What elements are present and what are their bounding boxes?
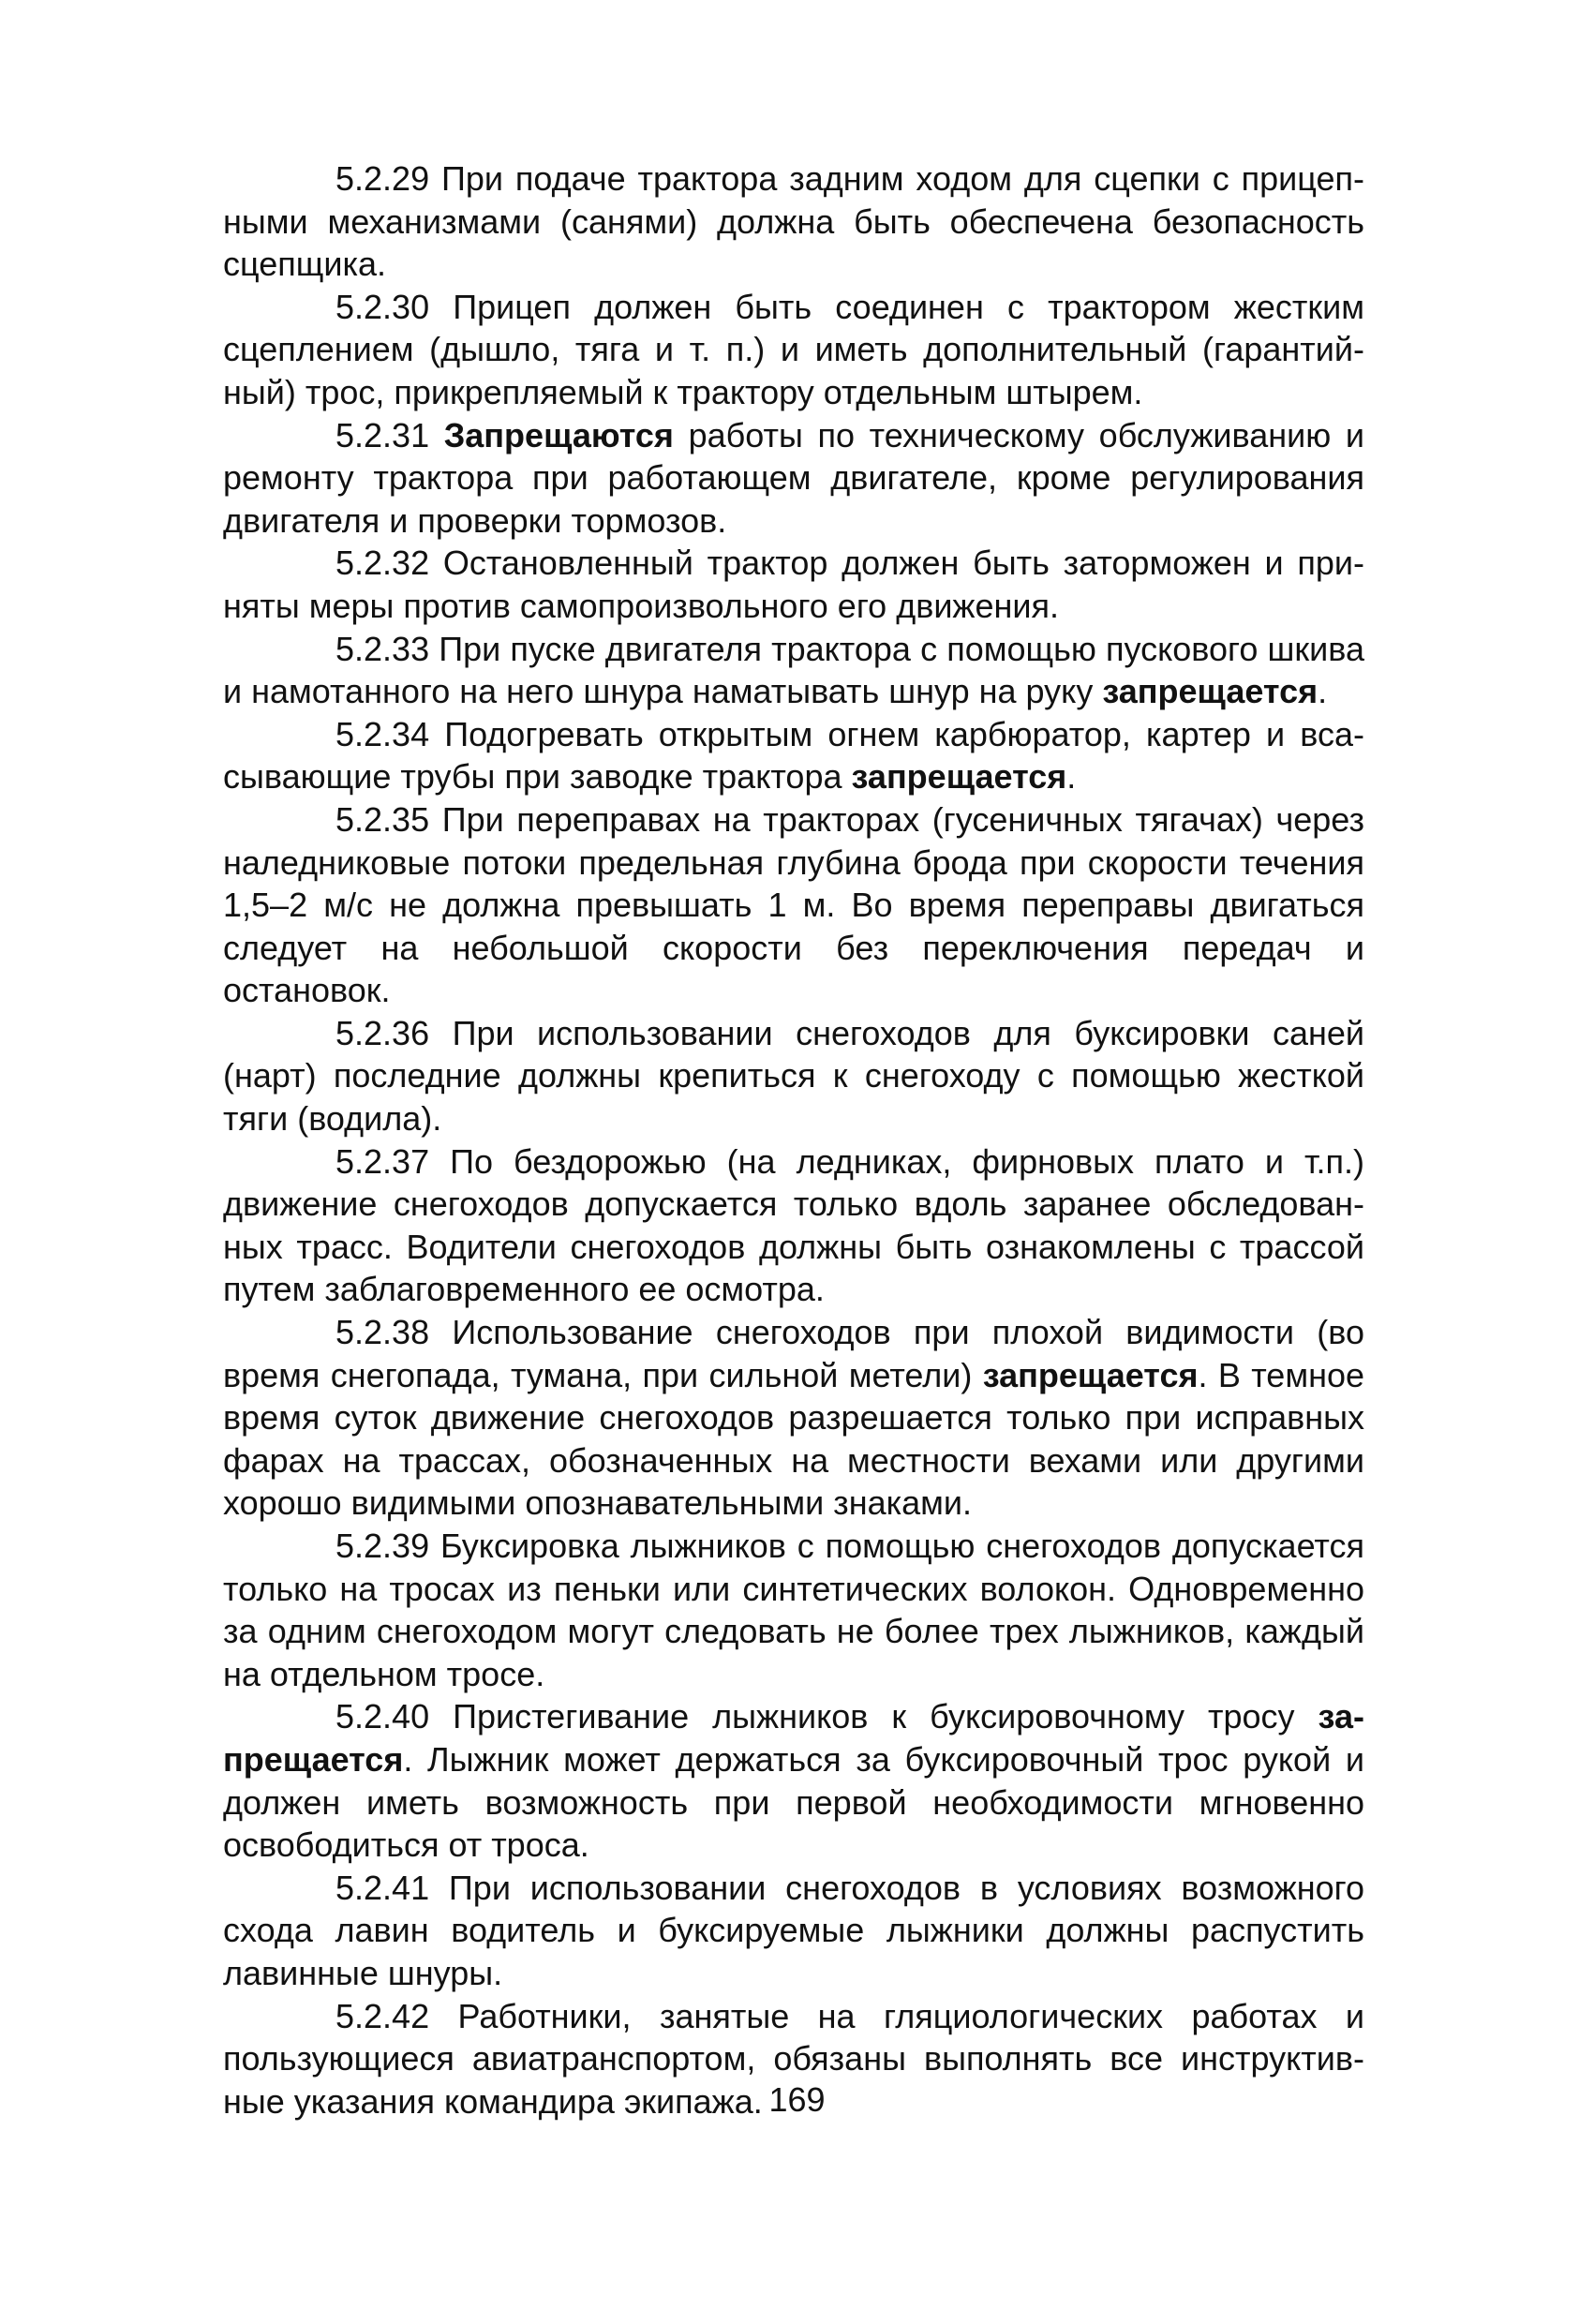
text-run: 5.2.30 Прицеп должен быть соединен с трактором жестким сцеплением (дышло, тяга и т. п.) и иметь дополнительный (гарантийный) трос, прикрепляемый к трактору отдельным штырем. xyxy=(223,287,1364,411)
text-run: 5.2.33 При пуске двигателя трактора с помощью пускового шкива и намотанного на него шнура наматывать шнур на руку xyxy=(223,629,1364,711)
text-run: 5.2.40 Пристегивание лыжников к буксировочному тросу xyxy=(335,1697,1318,1736)
text-run: . xyxy=(1066,757,1077,797)
paragraph-5-2-32 xyxy=(223,542,1364,627)
paragraph-5-2-39 xyxy=(223,1525,1364,1695)
paragraph-5-2-41 xyxy=(223,1867,1364,1995)
text-run: . Лыжник может держаться за буксировочный трос рукой и должен иметь возможность при первой необходимости мгновенно освободиться от троса. xyxy=(223,1739,1364,1865)
text-run: 5.2.36 При использовании снегоходов для буксировки саней (нарт) последние должны крепиться к снегоходу с помощью жесткой тяги (водила). xyxy=(223,1013,1364,1139)
paragraph-5-2-37 xyxy=(223,1140,1364,1311)
emphasis-prohibited: запрещается xyxy=(851,757,1067,797)
text-run: 5.2.41 При использовании снегоходов в условиях возможного схода лавин водитель и буксируемые лыжники должны распустить лавинные шнуры. xyxy=(223,1868,1364,1992)
text-run: 5.2.32 Остановленный трактор должен быть заторможен и приняты меры против самопроизвольного его движения. xyxy=(223,544,1364,625)
emphasis-prohibited: запрещается xyxy=(223,1697,1364,1779)
paragraph-5-2-31 xyxy=(223,414,1364,543)
text-run: 5.2.38 Использование снегоходов при плохой видимости (во время снегопада, тумана, при сильной метели) xyxy=(223,1313,1364,1394)
text-run: . В темное время суток движение снегоходов разрешается только при исправных фарах на трассах, обозначенных на местности вехами или другими хорошо видимыми опознавательными знаками. xyxy=(223,1355,1364,1523)
paragraph-5-2-34 xyxy=(223,713,1364,798)
paragraph-5-2-33 xyxy=(223,628,1364,713)
page-number: 169 xyxy=(768,2080,826,2119)
text-run: 5.2.37 По бездорожью (на ледниках, фирновых плато и т.п.) движение снегоходов допускается только вдоль заранее обследованных трасс. Водители снегоходов должны быть ознакомлены с трассой путем заблаговременного ее осмотра. xyxy=(223,1141,1364,1309)
paragraph-5-2-36 xyxy=(223,1012,1364,1140)
text-run: работы по техническому обслуживанию и ремонту трактора при работающем двигателе, кроме регулирования двигателя и проверки тормозов. xyxy=(223,415,1365,540)
paragraph-5-2-35 xyxy=(223,798,1364,1012)
paragraph-5-2-38 xyxy=(223,1311,1364,1525)
text-run: 5.2.42 Работники, занятые на гляциологических работах и пользующиеся авиатранспортом, обязаны выполнять все инструктивные указания командира экипажа. xyxy=(223,1996,1364,2121)
emphasis-prohibited: запрещается xyxy=(982,1355,1199,1394)
text-run: 5.2.39 Буксировка лыжников с помощью снегоходов допускается только на тросах из пеньки или синтетических волокон. Одновременно за одним снегоходом могут следовать не более трех лыжников, каждый на отдельном тросе. xyxy=(223,1527,1364,1693)
text-run: 5.2.35 При переправах на тракторах (гусеничных тягачах) через наледниковые потоки предельная глубина брода при скорости течения 1,5–2 м/с не должна превышать 1 м. Во время переправы двигаться следует на небольшой скорости без переключения передач и остановок. xyxy=(223,799,1364,1010)
text-run: 5.2.29 При подаче трактора задним ходом для сцепки с прицепными механизмами (санями) должна быть обеспечена безопасность сцепщика. xyxy=(223,159,1364,284)
paragraph-5-2-29 xyxy=(223,157,1364,286)
paragraph-5-2-30 xyxy=(223,286,1364,414)
paragraph-5-2-40 xyxy=(223,1695,1364,1866)
text-run: 5.2.34 Подогревать открытым огнем карбюратор, картер и всасывающие трубы при заводке трактора xyxy=(223,714,1364,797)
page-body xyxy=(223,157,1364,2123)
emphasis-prohibited: Запрещаются xyxy=(443,415,674,454)
emphasis-prohibited: запрещается xyxy=(1102,672,1318,711)
text-run: . xyxy=(1318,672,1328,711)
text-run: 5.2.31 xyxy=(335,415,444,454)
